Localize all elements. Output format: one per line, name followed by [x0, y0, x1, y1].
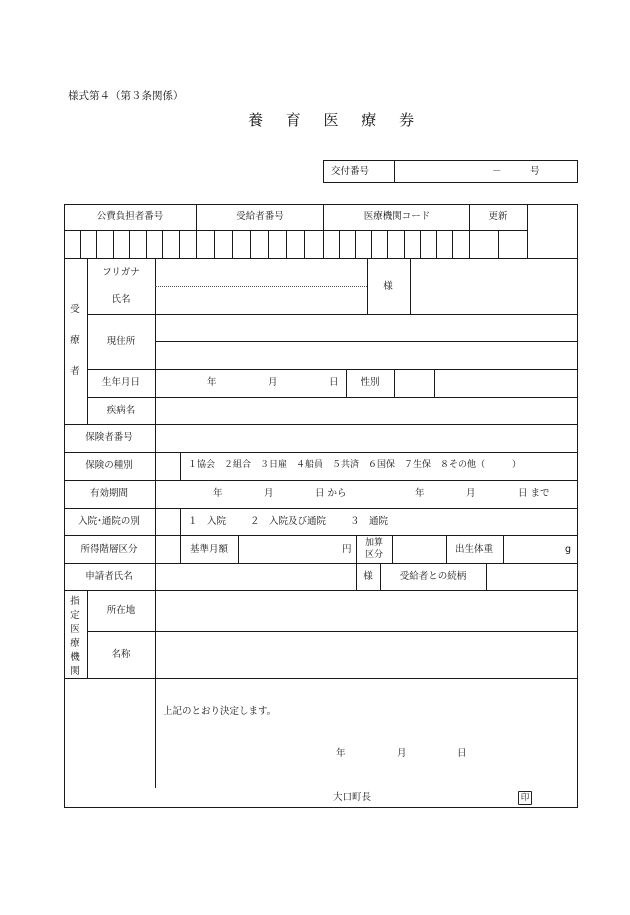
- institution-section-char: 療: [70, 638, 80, 649]
- decision-statement: 上記のとおり決定します。: [163, 706, 277, 717]
- patient-honorific: 様: [383, 281, 393, 292]
- applicant-honorific: 様: [363, 571, 373, 582]
- validity-end-month: 月: [466, 488, 476, 499]
- institution-code-header: 医療機関コード: [363, 211, 431, 222]
- page-title: 養 育 医 療 券: [248, 111, 424, 129]
- surcharge-class-label-2: 区分: [364, 550, 384, 560]
- mayor-title: 大口町長: [333, 792, 372, 803]
- institution-name-label: 名称: [111, 649, 131, 660]
- birth-weight-label: 出生体重: [454, 544, 494, 555]
- institution-section-char: 医: [70, 624, 80, 635]
- decision-year-unit: 年: [336, 748, 346, 759]
- institution-section-char: 指: [70, 596, 80, 607]
- visit-type-option-inpatient[interactable]: １ 入院: [188, 516, 227, 527]
- applicant-name-label: 申請者氏名: [85, 571, 133, 582]
- recipient-number-header: 受給者番号: [236, 211, 284, 222]
- patient-section-char: 受: [70, 304, 80, 315]
- disease-label: 疾病名: [106, 405, 136, 416]
- address-label: 現住所: [106, 336, 136, 347]
- validity-end-year: 年: [415, 488, 425, 499]
- institution-section-char: 関: [70, 666, 80, 677]
- sex-label: 性別: [360, 377, 380, 388]
- institution-section-char: 機: [70, 652, 80, 663]
- issue-number-label: 交付番号: [331, 166, 370, 177]
- validity-period-label: 有効期間: [89, 488, 129, 499]
- renewal-header: 更新: [488, 211, 508, 222]
- income-class-label: 所得階層区分: [80, 544, 138, 555]
- insurer-number-label: 保険者番号: [85, 432, 133, 443]
- visit-type-label: 入院･通院の別: [78, 516, 140, 527]
- issue-number-value[interactable]: － 号: [492, 166, 540, 177]
- decision-month-unit: 月: [397, 748, 407, 759]
- furigana-label: フリガナ: [102, 267, 140, 278]
- birthdate-label: 生年月日: [101, 377, 141, 388]
- visit-type-option-outpatient[interactable]: ３ 通院: [350, 516, 389, 527]
- birth-day-unit: 日: [329, 377, 339, 388]
- base-monthly-label: 基準月額: [189, 544, 229, 555]
- patient-section-char: 者: [70, 366, 80, 377]
- validity-end-day: 日 まで: [518, 488, 550, 499]
- birth-month-unit: 月: [268, 377, 278, 388]
- surcharge-class-label-1: 加算: [364, 538, 384, 548]
- patient-section-char: 療: [70, 335, 80, 346]
- name-label: 氏名: [111, 294, 131, 305]
- public-payer-number-header: 公費負担者番号: [96, 211, 164, 222]
- validity-start-year: 年: [213, 488, 223, 499]
- relation-label: 受給者との続柄: [399, 571, 467, 582]
- form-number-label: 様式第４（第３条関係）: [68, 90, 184, 102]
- insurance-type-options[interactable]: １協会 ２組合 ３日雇 ４船員 ５共済 ６国保 ７生保 ８その他（ ）: [188, 460, 522, 470]
- validity-start-month: 月: [264, 488, 274, 499]
- institution-location-label: 所在地: [106, 605, 136, 616]
- seal-mark: 印: [518, 791, 532, 805]
- yen-unit: 円: [342, 544, 352, 555]
- institution-section-char: 定: [70, 610, 80, 621]
- visit-type-option-both[interactable]: ２ 入院及び通院: [250, 516, 327, 527]
- birth-year-unit: 年: [207, 377, 217, 388]
- validity-start-day: 日 から: [315, 488, 347, 499]
- insurance-type-label: 保険の種別: [85, 460, 133, 471]
- gram-unit: g: [565, 544, 572, 555]
- decision-day-unit: 日: [457, 748, 467, 759]
